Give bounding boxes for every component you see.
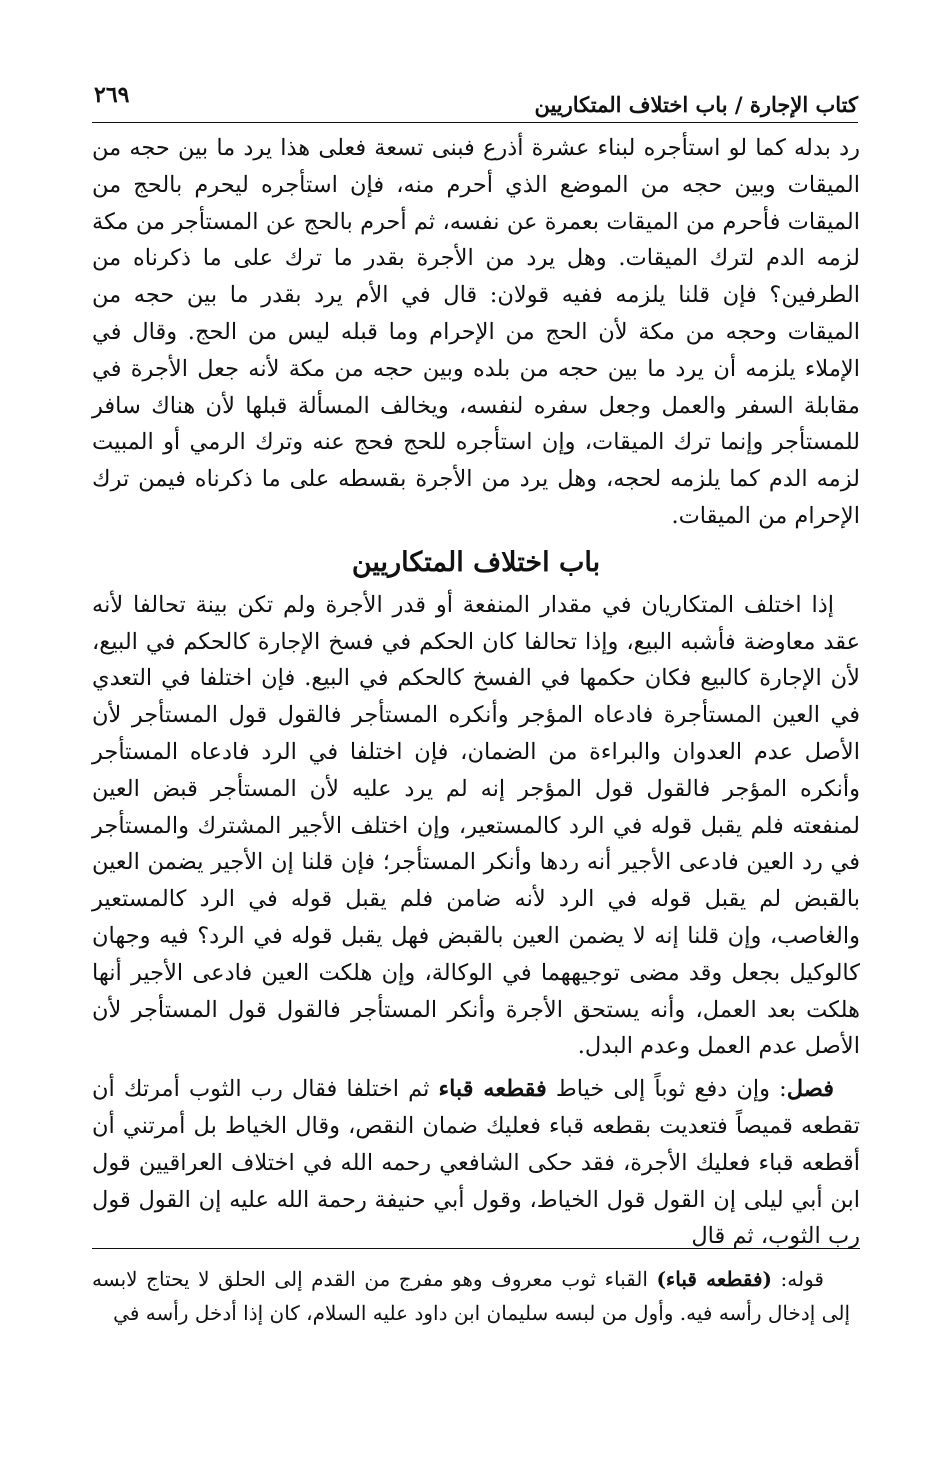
footnote — [92, 1262, 850, 1330]
running-header — [92, 82, 858, 123]
fasl-text-lead: : وإن دفع ثوباً إلى خياط — [546, 1076, 787, 1103]
fasl-text-emphasis: فقطعه قباء — [438, 1076, 547, 1103]
page-number: ٢٦٩ — [94, 82, 130, 108]
footnote-term: (فقطعه قباء) — [656, 1267, 773, 1291]
footnote-divider — [92, 1248, 860, 1249]
main-text — [92, 130, 860, 1255]
footnote-text: القباء ثوب معروف وهو مفرج من القدم إلى الحلق لا يحتاج لابسه إلى إدخال رأسه فيه. وأول من لبسه سليمان ابن داود عليه السلام، كان إذا أدخل رأسه في — [92, 1267, 850, 1325]
footnote-paragraph — [92, 1262, 850, 1330]
paragraph-fasl-tailor — [92, 1071, 860, 1255]
paragraph-hajj-hire: رد بدله كما لو استأجره لبناء عشرة أذرع فبنى تسعة فعلى هذا يرد ما بين حجه من الميقات وبين حجه من الموضع الذي أحرم منه، فإن استأجره ليحرم بالحج من الميقات فأحرم من الميقات بعمرة عن نفسه، ثم أحرم بالحج عن المستأجر من مكة لزمه الدم لترك الميقات. وهل يرد من الأجرة بقدر ما ترك على ما ذكرناه من الطرفين؟ فإن قلنا يلزمه ففيه قولان: قال في الأم يرد بقدر ما بين حجه من الميقات وحجه من مكة لأن الحج من الإحرام وما قبله ليس من الحج. وقال في الإملاء يلزمه أن يرد ما بين حجه من بلده وبين حجه من مكة لأنه جعل الأجرة في مقابلة السفر والعمل وجعل سفره لنفسه، ويخالف المسألة قبلها لأن هناك سافر للمستأجر وإنما ترك الميقات، وإن استأجره للحج فحج عنه وترك الرمي أو المبيت لزمه الدم كما يلزمه لحجه، وهل يرد من الأجرة بقسطه على ما ذكرناه فيمن ترك الإحرام من الميقات. — [92, 135, 860, 529]
paragraph-tenants-dispute: إذا اختلف المتكاريان في مقدار المنفعة أو قدر الأجرة ولم تكن بينة تحالفا لأنه عقد معاوضة فأشبه البيع، وإذا تحالفا كان الحكم في فسخ الإجارة كالحكم في البيع، لأن الإجارة كالبيع فكان حكمها في الفسخ كالحكم في البيع. فإن اختلفا في التعدي في العين المستأجرة فادعاه المؤجر وأنكره المستأجر فالقول قول المستأجر لأن الأصل عدم العدوان والبراءة من الضمان، فإن اختلفا في الرد فادعاه المستأجر وأنكره المؤجر فالقول قول المؤجر إنه لم يرد عليه لأن المستأجر قبض العين لمنفعته فلم يقبل قوله في الرد كالمستعير، وإن اختلف الأجير المشترك والمستأجر في رد العين فادعى الأجير أنه ردها وأنكر المستأجر؛ فإن قلنا إن الأجير يضمن العين بالقبض لم يقبل قوله في الرد لأنه ضامن فلم يقبل قوله في الرد كالمستعير والغاصب، وإن قلنا إنه لا يضمن العين بالقبض فهل يقبل قوله في الرد؟ فيه وجهان كالوكيل بجعل وقد مضى توجيههما في الوكالة، وإن هلكت العين فادعى الأجير أنها هلكت بعد العمل، وأنه يستحق الأجرة وأنكر المستأجر فالقول قول المستأجر لأن الأصل عدم العمل وعدم البدل. — [92, 591, 860, 1060]
fasl-text-rest: ثم اختلفا فقال رب الثوب أمرتك أن تقطعه قميصاً فتعديت بقطعه قباء فعليك ضمان النقص، وقال الخياط بل أمرتني أن أقطعه قباء فعليك الأجرة، فقد حكى الشافعي رحمه الله في اختلاف العراقيين قول ابن أبي ليلى إن القول قول الخياط، وقول أبي حنيفة رحمة الله عليه إن القول قول رب الثوب، ثم قال — [92, 1076, 860, 1250]
running-title: كتاب الإجارة / باب اختلاف المتكاريين — [534, 92, 858, 117]
footnote-lead: قوله: — [772, 1267, 824, 1291]
fasl-label: فصل — [786, 1076, 835, 1103]
section-heading: باب اختلاف المتكاريين — [351, 546, 601, 578]
